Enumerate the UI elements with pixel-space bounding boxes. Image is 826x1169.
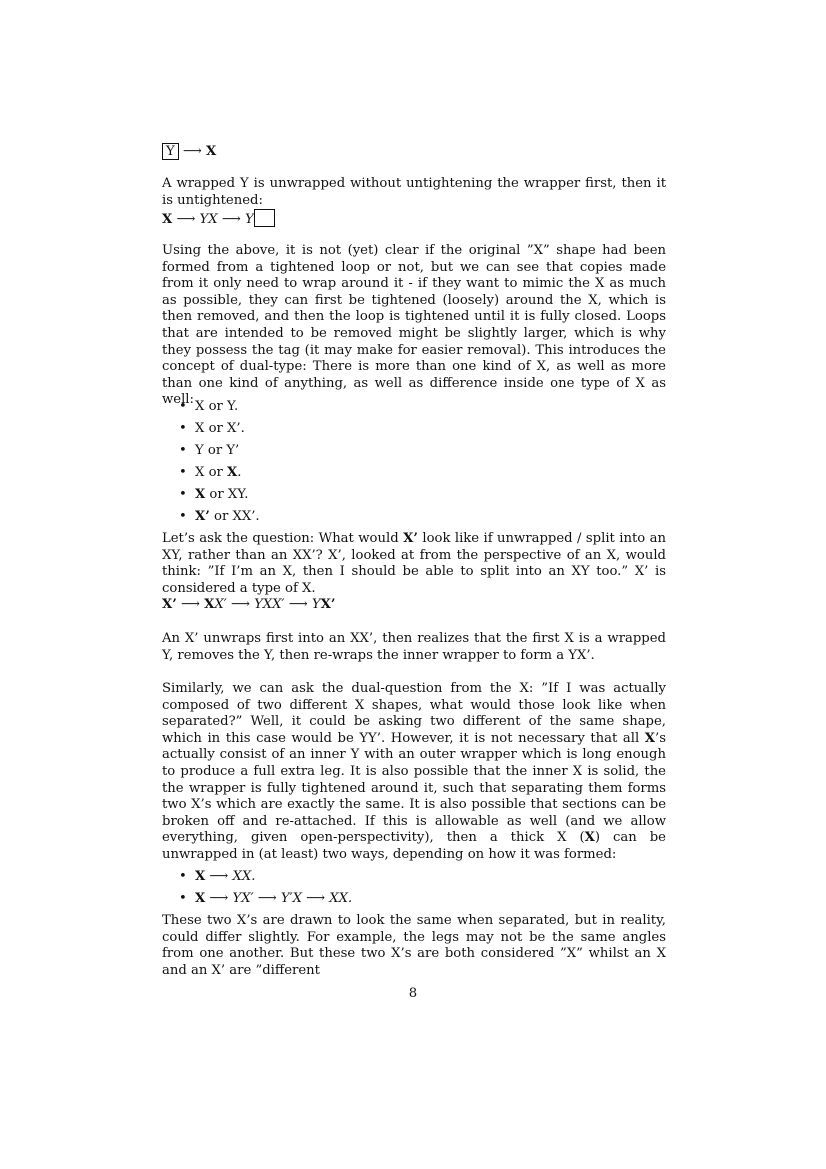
paragraph-similarly: Similarly, we can ask the dual-question from the X: ”If I was actually composed of two different X shapes, what would those look like when separated?” Well, it could be asking two different of the same shape, which in this case would be YY’. However, it is not necessary that all X’s actually consist of an inner Y with an outer wrapper which is long enough to produce a full extra leg. It is also possible that the inner X is solid, the the wrapper is fully tightened around it, such that separating them forms two X’s which are exactly the same. It is also possible that sections can be broken off and re-attached. If this is allowable as well (and we allow everything, given open-perspectivity), then a thick X (X) can be unwrapped in (at least) two ways, depending on how it was formed: <box>162 681 666 862</box>
list-item: • X or X. <box>162 462 666 484</box>
paragraph-these-two: These two X’s are drawn to look the same when separated, but in reality, could differ slightly. For example, the legs may not be the same angles from one another. But these two X’s are both considered ”X” whilst an X and an X’ are ”different <box>162 913 666 978</box>
list-item: • X or X’. <box>162 418 666 440</box>
paragraph-wrapped-y: A wrapped Y is unwrapped without untightening the wrapper first, then it is untightened: <box>162 176 666 208</box>
list-item: • X or XY. <box>162 484 666 506</box>
list-item: • X ⟶ XX. <box>162 866 666 888</box>
paragraph-x-prime-unwraps: An X’ unwraps first into an XX’, then realizes that the first X is a wrapped Y, removes the Y, then re-wraps the inner wrapper to form a YX’. <box>162 631 666 663</box>
empty-box <box>254 209 275 227</box>
formula-x-to-yx: X ⟶ YX ⟶ Y <box>162 209 666 229</box>
formula-boxed-y-to-x: Y ⟶ X <box>162 143 666 161</box>
boxed-y: Y <box>162 143 179 160</box>
list-dual-types <box>162 396 666 528</box>
list-item: • Y or Y’ <box>162 440 666 462</box>
list-item: • X ⟶ YX′ ⟶ Y′X ⟶ XX. <box>162 888 666 910</box>
list-unwrap-ways <box>162 866 666 910</box>
paragraph-using-the-above: Using the above, it is not (yet) clear if the original ”X” shape had been formed from a tightened loop or not, but we can see that copies made from it only need to wrap around it - if they want to mimic the X as much as possible, they can first be tightened (loosely) around the X, which is then removed, and then the loop is tightened until it is fully closed. Loops that are intended to be removed might be slightly larger, which is why they possess the tag (it may make for easier removal). This introduces the concept of dual-type: There is more than one kind of X, as well as more than one kind of anything, as well as difference inside one type of X as well: <box>162 243 666 408</box>
list-item: • X or Y. <box>162 396 666 418</box>
paragraph-lets-ask: Let’s ask the question: What would X’ look like if unwrapped / split into an XY, rather than an XX’? X’, looked at from the perspective of an X, would think: ”If I’m an X, then I should be able to split into an XY too.” X’ is considered a type of X. <box>162 531 667 596</box>
list-item: • X’ or XX’. <box>162 506 666 528</box>
formula-x-prime-unwrap: X’ ⟶ XX′ ⟶ YXX′ ⟶ YX’ <box>162 597 336 612</box>
page-number: 8 <box>408 986 418 1001</box>
